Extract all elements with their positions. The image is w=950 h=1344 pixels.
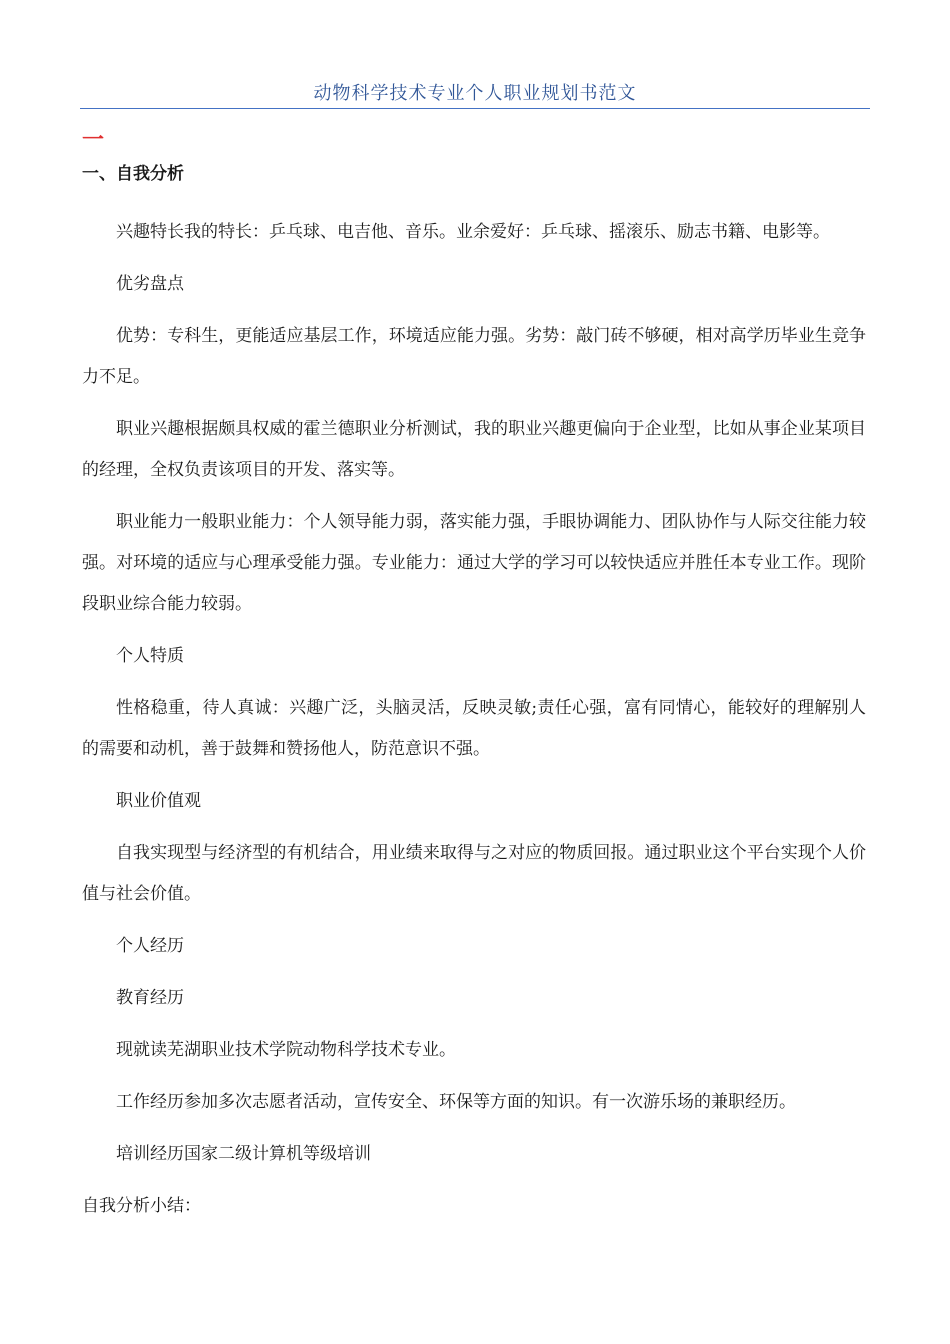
document-body — [82, 212, 866, 1238]
paragraph-work: 工作经历参加多次志愿者活动，宣传安全、环保等方面的知识。有一次游乐场的兼职经历。 — [116, 1092, 796, 1112]
paragraph-career-interest: 职业兴趣根据颇具权威的霍兰德职业分析测试，我的职业兴趣更偏向于企业型，比如从事企业某项目的经理，全权负责该项目的开发、落实等。 — [82, 419, 866, 480]
paragraph-traits: 性格稳重，待人真诚：兴趣广泛，头脑灵活，反映灵敏;责任心强，富有同情心，能较好的理解别人的需要和动机，善于鼓舞和赞扬他人，防范意识不强。 — [82, 698, 866, 759]
paragraph-training: 培训经历国家二级计算机等级培训 — [116, 1144, 371, 1164]
page-title: 动物科学技术专业个人职业规划书范文 — [313, 83, 637, 104]
paragraph-strengths: 优势：专科生，更能适应基层工作，环境适应能力强。劣势：敲门砖不够硬，相对高学历毕业生竞争力不足。 — [82, 326, 866, 387]
paragraph-career-ability: 职业能力一般职业能力：个人领导能力弱，落实能力强，手眼协调能力、团队协作与人际交往能力较强。对环境的适应与心理承受能力强。专业能力：通过大学的学习可以较快适应并胜任本专业工作。现阶段职业综合能力较弱。 — [82, 512, 866, 614]
section-heading: 一、自我分析 — [82, 164, 184, 184]
paragraph-values: 自我实现型与经济型的有机结合，用业绩来取得与之对应的物质回报。通过职业这个平台实现个人价值与社会价值。 — [82, 843, 866, 904]
paragraph-strengths-heading: 优劣盘点 — [116, 274, 184, 294]
paragraph-traits-heading: 个人特质 — [116, 646, 184, 666]
summary-label: 自我分析小结： — [82, 1196, 201, 1216]
paragraph-education-heading: 教育经历 — [116, 988, 184, 1008]
paragraph-values-heading: 职业价值观 — [116, 791, 201, 811]
paragraph-experience-heading: 个人经历 — [116, 936, 184, 956]
header-divider — [80, 108, 870, 109]
paragraph-interests: 兴趣特长我的特长：乒乓球、电吉他、音乐。业余爱好：乒乓球、摇滚乐、励志书籍、电影等。 — [116, 222, 830, 242]
paragraph-education: 现就读芜湖职业技术学院动物科学技术专业。 — [116, 1040, 456, 1060]
red-section-mark: 一 — [82, 127, 105, 153]
